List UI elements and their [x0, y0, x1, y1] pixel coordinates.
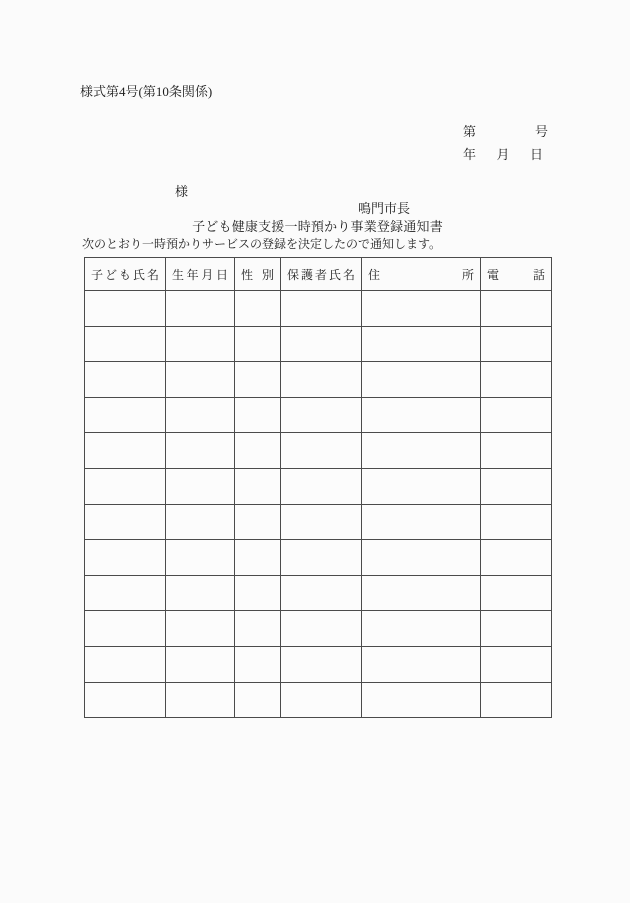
- table-cell: [235, 540, 281, 576]
- table-cell: [166, 468, 235, 504]
- table-row: [85, 575, 552, 611]
- column-header-address: 住所: [362, 258, 481, 291]
- table-header-row: [85, 258, 552, 291]
- table-cell: [281, 611, 362, 647]
- table-cell: [235, 397, 281, 433]
- date-day-label: 日: [529, 147, 543, 162]
- table-cell: [281, 504, 362, 540]
- table-cell: [481, 433, 552, 469]
- table-cell: [235, 682, 281, 718]
- table-cell: [166, 540, 235, 576]
- date-line: [463, 144, 543, 163]
- table-cell: [362, 468, 481, 504]
- document-number-line: [463, 121, 548, 140]
- table-cell: [362, 540, 481, 576]
- table-cell: [481, 646, 552, 682]
- intro-text: 次のとおり一時預かりサービスの登録を決定したので通知します。: [82, 237, 442, 251]
- table-row: [85, 362, 552, 398]
- table-cell: [481, 397, 552, 433]
- table-header: [85, 258, 552, 291]
- form-code: 様式第4号(第10条関係): [80, 84, 213, 99]
- table-cell: [281, 362, 362, 398]
- table-cell: [166, 646, 235, 682]
- table-cell: [362, 397, 481, 433]
- column-header-birthdate: 生年月日: [166, 258, 235, 291]
- table-row: [85, 468, 552, 504]
- table-cell: [481, 504, 552, 540]
- table-row: [85, 611, 552, 647]
- table-cell: [362, 575, 481, 611]
- table-cell: [481, 291, 552, 327]
- table-cell: [166, 291, 235, 327]
- table-cell: [362, 646, 481, 682]
- table-cell: [481, 326, 552, 362]
- table-cell: [362, 504, 481, 540]
- table-cell: [235, 291, 281, 327]
- table-cell: [362, 611, 481, 647]
- column-header-guardian-name: 保護者氏名: [281, 258, 362, 291]
- table-cell: [281, 291, 362, 327]
- table-cell: [281, 326, 362, 362]
- table-cell: [85, 504, 166, 540]
- table-cell: [85, 397, 166, 433]
- table-cell: [85, 362, 166, 398]
- table-cell: [281, 540, 362, 576]
- document-number-suffix: 号: [534, 124, 548, 139]
- table-cell: [166, 397, 235, 433]
- table-row: [85, 682, 552, 718]
- registration-table-body: [85, 291, 552, 718]
- table-cell: [281, 682, 362, 718]
- table-cell: [362, 682, 481, 718]
- table-cell: [481, 468, 552, 504]
- table-cell: [481, 575, 552, 611]
- table-cell: [235, 326, 281, 362]
- table-cell: [481, 540, 552, 576]
- table-cell: [235, 468, 281, 504]
- addressee-honorific: 様: [175, 184, 189, 199]
- table-cell: [85, 540, 166, 576]
- table-cell: [362, 326, 481, 362]
- table-cell: [85, 575, 166, 611]
- sender-name: 鳴門市長: [358, 201, 411, 216]
- table-cell: [166, 682, 235, 718]
- table-cell: [85, 611, 166, 647]
- table-cell: [85, 433, 166, 469]
- table-cell: [85, 468, 166, 504]
- table-cell: [281, 468, 362, 504]
- table-cell: [166, 362, 235, 398]
- table-cell: [235, 575, 281, 611]
- table-row: [85, 326, 552, 362]
- table-cell: [281, 433, 362, 469]
- table-cell: [85, 682, 166, 718]
- column-header-child-name: 子ども氏名: [85, 258, 166, 291]
- column-header-phone: 電話: [481, 258, 552, 291]
- date-year-label: 年: [463, 147, 477, 162]
- table-cell: [85, 646, 166, 682]
- table-row: [85, 540, 552, 576]
- table-cell: [85, 326, 166, 362]
- table-row: [85, 397, 552, 433]
- table-cell: [235, 362, 281, 398]
- table-row: [85, 504, 552, 540]
- table-row: [85, 646, 552, 682]
- table-cell: [166, 433, 235, 469]
- table-row: [85, 433, 552, 469]
- date-month-label: 月: [496, 147, 510, 162]
- table-cell: [166, 326, 235, 362]
- table-cell: [362, 362, 481, 398]
- table-cell: [362, 433, 481, 469]
- table-cell: [481, 611, 552, 647]
- table-cell: [166, 504, 235, 540]
- column-header-sex: 性別: [235, 258, 281, 291]
- table-cell: [235, 646, 281, 682]
- table-cell: [166, 611, 235, 647]
- table-cell: [281, 575, 362, 611]
- document-number-prefix: 第: [463, 124, 477, 139]
- table-cell: [362, 291, 481, 327]
- table-cell: [235, 433, 281, 469]
- table-cell: [481, 682, 552, 718]
- table-row: [85, 291, 552, 327]
- table-cell: [281, 397, 362, 433]
- registration-table: [84, 257, 552, 718]
- table-cell: [166, 575, 235, 611]
- table-cell: [481, 362, 552, 398]
- document-title: 子ども健康支援一時預かり事業登録通知書: [192, 219, 443, 234]
- table-cell: [85, 291, 166, 327]
- table-cell: [235, 611, 281, 647]
- table-cell: [235, 504, 281, 540]
- table-cell: [281, 646, 362, 682]
